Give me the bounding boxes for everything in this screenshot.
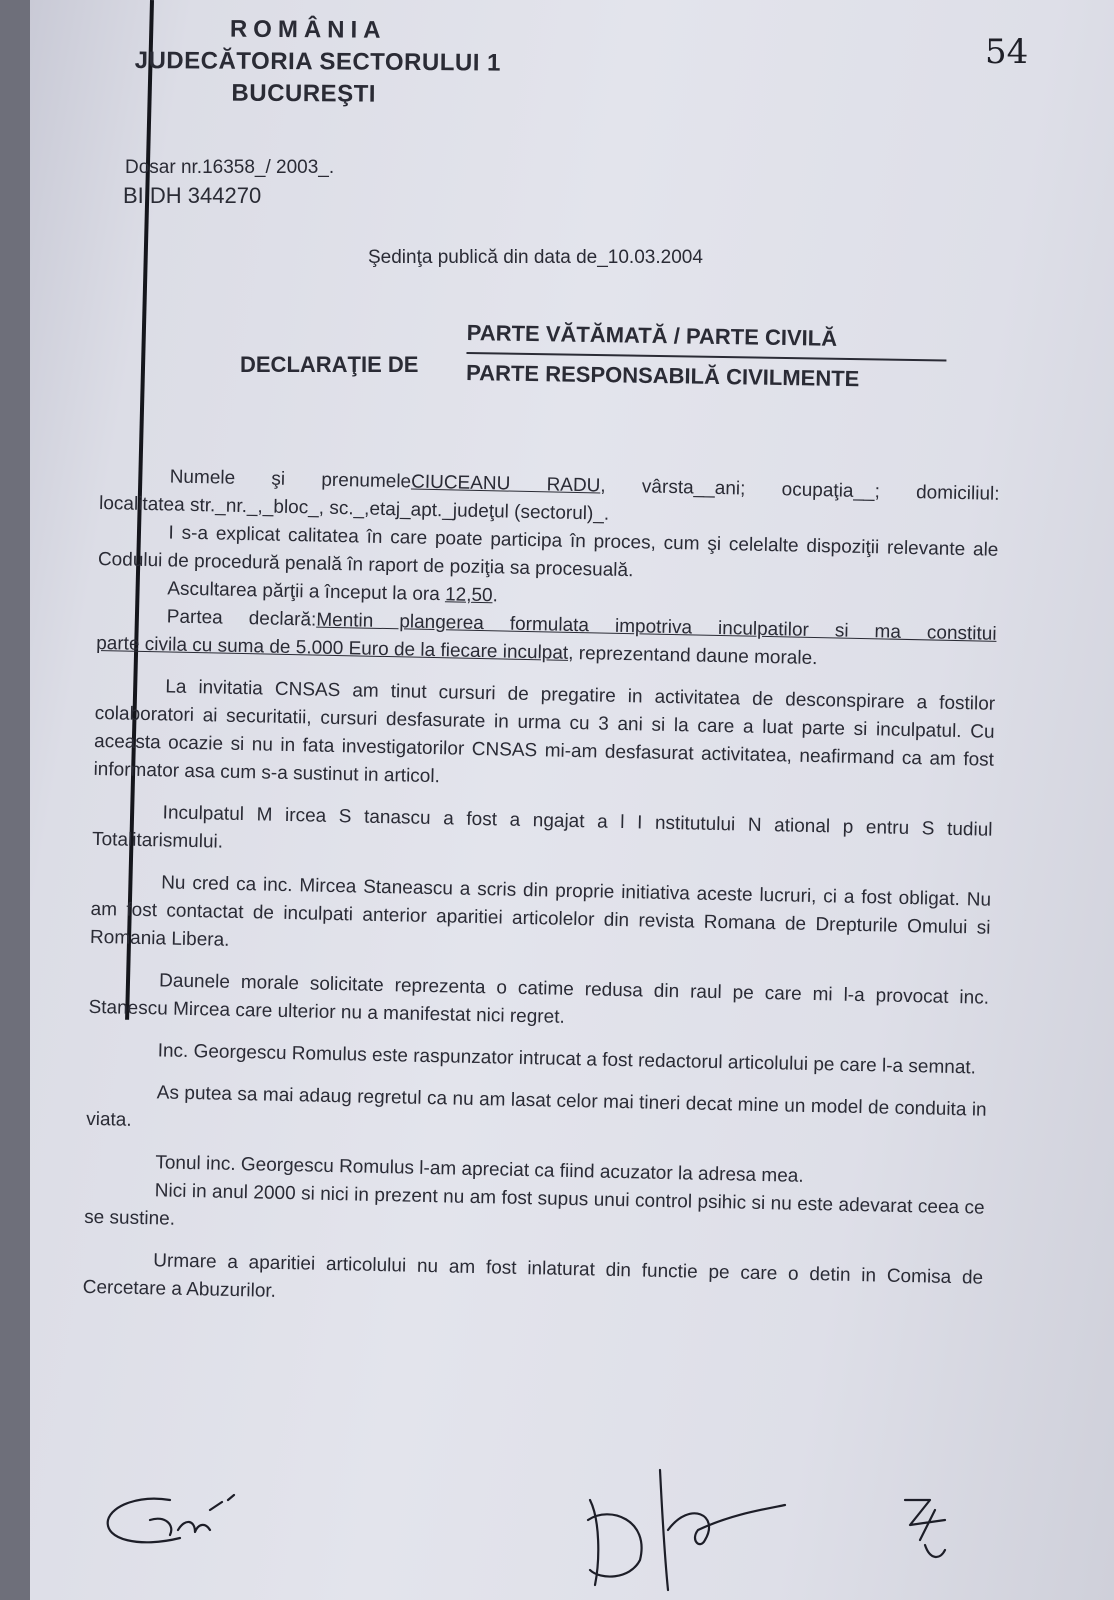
statement-underlined-2: parte civila cu suma de 5.000 Euro de la fiecare inculpat xyxy=(95,632,569,664)
hearing-label: Ascultarea părţii a început la ora xyxy=(167,578,441,606)
paragraph: Inc. Georgescu Romulus este raspunzator intrucat a fost redactorul articolului pe care l-a semnat. xyxy=(157,1040,977,1079)
paragraph: Urmare a aparitiei articolului nu am fost inlaturat din functie pe care o detin in Comisa de Cercetare a Abuzurilor. xyxy=(82,1250,984,1302)
option-civil-liability: PARTE RESPONSABILĂ CIVILMENTE xyxy=(465,359,860,392)
declaration-prefix: DECLARAŢIE DE xyxy=(240,352,419,377)
paragraph: As putea sa mai adaug regretul ca nu am lasat celor mai tineri decat mine un model de conduita in viata. xyxy=(86,1082,987,1131)
option-injured-party: PARTE VĂTĂMATĂ / PARTE CIVILĂ xyxy=(466,320,946,362)
identity-rest: , vârsta__ani; ocupaţia__; domiciliul: xyxy=(600,475,1000,505)
case-number: Dosar nr.16358_/ 2003_. xyxy=(125,157,335,178)
paragraph: Daunele morale solicitate reprezenta o catime redusa din raul pe care mi l-a provocat inc. Stanescu Mircea care ulterior nu a manifestat nici regret. xyxy=(88,970,990,1028)
hearing-start: Ascultarea părţii a început la ora 12,50. xyxy=(167,578,499,607)
page-number: 54 xyxy=(985,32,1029,72)
paragraph: Tonul inc. Georgescu Romulus l-am apreciat ca fiind acuzator la adresa mea. xyxy=(155,1152,804,1187)
paragraph: Nici in anul 2000 si nici in prezent nu am fost supus unui control psihic si nu este adevarat ceea ce se sustine. xyxy=(83,1180,985,1230)
hearing-time: 12,50 xyxy=(444,584,493,607)
court-name: JUDECĂTORIA SECTORULUI 1 xyxy=(134,46,502,77)
paragraph: Inculpatul M ircea S tanascu a fost a ngajat a l I nstitutului N ational p entru S tudiul Totalitarismului. xyxy=(91,802,993,853)
city-name: BUCUREŞTI xyxy=(231,79,377,108)
address-line: localitatea str._nr._,_bloc_, sc._,etaj_apt._judeţul (sectorul)_. xyxy=(98,492,610,525)
rights-explained: I s-a explicat calitatea în care poate participa în proces, cum şi celelalte dispoziţii relevante ale Codului de procedură penală în raport de poziţia sa procesuală. xyxy=(97,522,999,582)
id-card-number: BI DH 344270 xyxy=(123,183,262,208)
name-value: CIUCEANU RADU xyxy=(410,471,601,497)
declaration-options xyxy=(466,320,947,394)
paragraph: La invitatia CNSAS am tinut cursuri de pregatire in activitatea de desconspirare a fostilor colaboratori ai securitatii, cursuri desfasurate in urma cu 3 ani si la care a luat parte si inculpatul. Cu aceasta ocazie si nu in fata investigatorilor CNSAS mi-am desfasurat activitatea, neafirmand ca am fost informator asa cum s-a sustinut in articol. xyxy=(93,676,996,788)
country-name: ROMÂNIA xyxy=(229,15,387,44)
declares-label: Partea declară: xyxy=(166,606,317,631)
paragraph: Nu cred ca inc. Mircea Staneascu a scris din proprie initiativa aceste lucruri, ci a fost obligat. Nu am fost contactat de inculpati anterior aparitiei articolelor din revista Romana de Drepturile Omului si Romania Libera. xyxy=(89,872,992,951)
declaration-body xyxy=(82,462,999,1321)
hearing-date: Şedinţa publică din data de_10.03.2004 xyxy=(368,247,703,268)
statement-tail: , reprezentand daune morale. xyxy=(567,642,818,670)
court-header xyxy=(134,15,501,110)
statement-underlined-1: Mentin plangerea formulata impotriva inculpatilor si ma constitui xyxy=(316,609,997,645)
name-label: Numele şi prenumele xyxy=(169,466,412,493)
